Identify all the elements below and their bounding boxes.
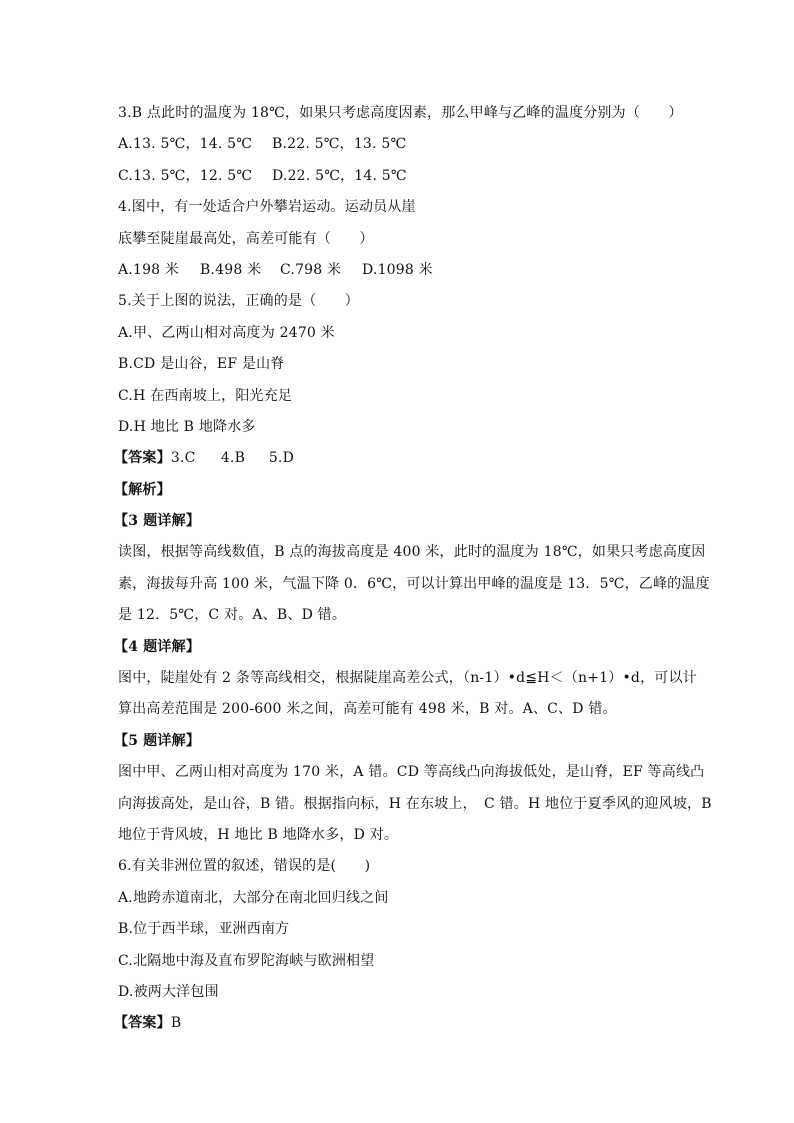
document-page	[114, 98, 712, 1040]
q4-option-a: A.198 米	[118, 261, 180, 278]
q4-stem-line-1: 4.图中，有一处适合户外攀岩运动。运动员从崖	[118, 199, 416, 216]
answer-6: B	[170, 1015, 182, 1032]
q4-stem-line-2: 底攀至陡崖最高处，高差可能有（ ）	[118, 230, 374, 247]
q4-option-d: D.1098 米	[362, 261, 433, 278]
detail-5-heading: 【5 题详解】	[114, 732, 201, 749]
q6-option-c: C.北隔地中海及直布罗陀海峡与欧洲相望	[118, 952, 375, 969]
detail-5-line-2: 向海拔高处，是山谷，B 错。根据指向标，H 在东坡上， C 错。H 地位于夏季风的迎风坡，B	[118, 795, 712, 812]
q5-option-d: D.H 地比 B 地降水多	[118, 418, 256, 435]
answer-row-6	[114, 1008, 678, 1039]
q5-option-b: B.CD 是山谷，EF 是山脊	[118, 356, 285, 373]
q6-option-b: B.位于西半球，亚洲西南方	[118, 921, 290, 938]
q3-option-c: C.13. 5℃，12. 5℃	[118, 167, 253, 184]
detail-5-line-3: 地位于背风坡，H 地比 B 地降水多，D 对。	[118, 826, 399, 843]
q5-option-a: A.甲、乙两山相对高度为 2470 米	[118, 324, 335, 341]
q5-option-c: C.H 在西南坡上，阳光充足	[118, 387, 293, 404]
detail-5-line-1: 图中甲、乙两山相对高度为 170 米，A 错。CD 等高线凸向海拔低处，是山脊，EF 等高线凸	[118, 764, 705, 781]
answer-5: 5.D	[268, 450, 294, 467]
answer-3: 3.C	[170, 450, 196, 467]
q4-option-b: B.498 米	[200, 261, 262, 278]
detail-4-line-2: 算出高差范围是 200-600 米之间，高差可能有 498 米，B 对。A、C、D 错。	[118, 701, 617, 718]
answer-row-3-5	[114, 443, 678, 474]
q6-option-a: A.地跨赤道南北，大部分在南北回归线之间	[118, 889, 389, 906]
q3-option-b: B.22. 5℃，13. 5℃	[272, 136, 407, 153]
q6-option-d: D.被两大洋包围	[118, 983, 219, 1000]
detail-4-heading: 【4 题详解】	[114, 638, 201, 655]
q3-stem: 3.B 点此时的温度为 18℃，如果只考虑高度因素，那么甲峰与乙峰的温度分别为（ ）	[118, 105, 683, 121]
q3-option-d: D.22. 5℃，14. 5℃	[272, 167, 407, 184]
q4-option-c: C.798 米	[280, 261, 342, 278]
detail-4-line-1: 图中，陡崖处有 2 条等高线相交，根据陡崖高差公式，（n-1）•d≦H＜（n+1）•d，可以计	[118, 670, 697, 687]
q3-option-a: A.13. 5℃，14. 5℃	[118, 136, 253, 153]
q6-stem: 6.有关非洲位置的叙述，错误的是( )	[118, 858, 371, 875]
q3-options-row-2	[118, 161, 678, 192]
detail-3-line-2: 素，海拔每升高 100 米，气温下降 0．6℃，可以计算出甲峰的温度是 13．5℃，乙峰的温度	[118, 575, 710, 592]
analysis-heading: 【解析】	[114, 481, 171, 498]
answer-label: 【答案】	[114, 450, 171, 467]
detail-3-heading: 【3 题详解】	[114, 513, 201, 530]
answer-label-6: 【答案】	[114, 1015, 171, 1032]
q5-stem: 5.关于上图的说法，正确的是（ ）	[118, 293, 359, 310]
answer-4: 4.B	[220, 450, 246, 467]
q4-options	[118, 255, 678, 286]
q3-options-row-1	[118, 129, 678, 160]
detail-3-line-3: 是 12．5℃，C 对。A、B、D 错。	[118, 607, 347, 624]
detail-3-line-1: 读图，根据等高线数值，B 点的海拔高度是 400 米，此时的温度为 18℃，如果只考虑高度因	[118, 544, 706, 561]
